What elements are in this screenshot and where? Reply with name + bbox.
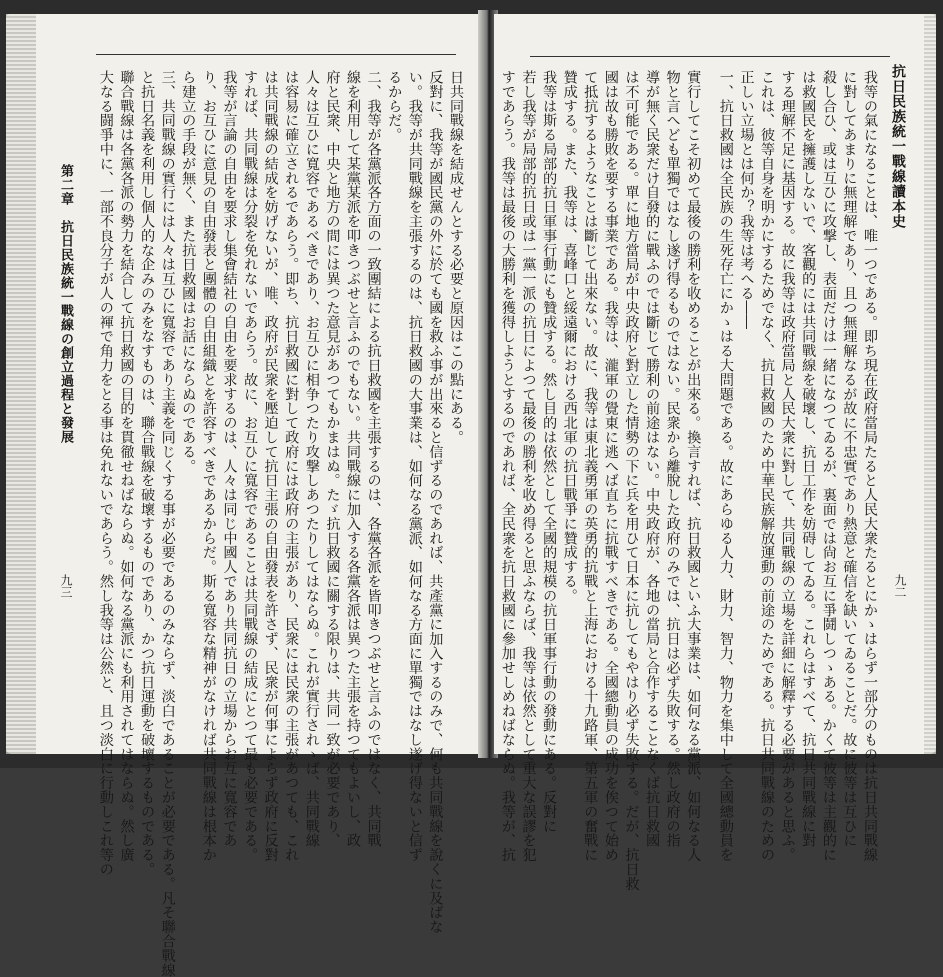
text-column: は共同戰線の結成を妨げないが、唯、政府が民衆を壓迫して抗日主張の自由發表を許さず、民衆が何事によらず政府に反對 (262, 70, 279, 862)
page-number-left: 九三 (59, 574, 73, 598)
text-column: 人々は互ひに寬容であるべきであり、お互ひに相争つたり攻撃しあつたりしてはならぬ。これが實行されゝば、共同戰線 (303, 70, 320, 848)
text-column: 我等は斯る局部的抗日軍事行動にも贊成する。然し目的は依然として全國的規模の抗日軍事行動の發動にある。反對に (541, 70, 558, 834)
text-column: 我等が言論の自由を要求し集會結社の自由を要求するのは、人々は同じ中國人であり共同抗日の立場からお互に寬容であ (221, 70, 238, 848)
text-column: ら建立の手段が無く、また抗日救國はお話にならぬのである。 (180, 70, 197, 474)
text-column: 大なる闘爭中に、一部不良分子が人の褌で角力をとる事は免れないであらう。然し我等は公然と、且つ淡白に行動しこれ等の (97, 70, 114, 877)
text-column: 國は故も勝敗を要する事業である。我等は、瀧軍の覺東に逃へば直ちに抗戰すべきである。全國總動員の成功を俟つて始め (602, 70, 619, 862)
text-column: り、お互ひに意見の自由發表と團體の自由組織とを許容すべきであるからだ。斯る寬容な精神がなければ共同戰線は根本か (200, 70, 217, 862)
book-title: 抗日民族統一戰線讀本史 (890, 64, 906, 229)
text-column: と抗日名義を利用し個人的な企みのみをなすものは、聯合戰線を破壞するものであり、かつ抗日運動を破壞するものである。 (139, 70, 156, 877)
left-page-body (90, 70, 466, 977)
text-column: 物と言へども單獨ではなし遂げ得るものではない。民衆から離脫した政府のみでは、抗日は必ず失敗する。然し政府の指 (664, 70, 681, 848)
text-column: 一、抗日救國は全民族の生死存亡にかゝはる大問題である。故にあらゆる人力、財力、智力、物力を集中して全國總動員を (717, 70, 734, 862)
text-column: 反對に、我等が國民黨の外に於ても國を救ふ事が出來ると信ずるのであれば、共產黨に加入するのみで、何も共同戰線を說くに及ばな (427, 70, 444, 934)
page-number-right: 九二 (893, 574, 907, 598)
right-page (494, 14, 936, 891)
text-column: 府と民衆、中央と地方の間には異つた意見があつてもかまはぬ。たゞ抗日救國に關する限りは、共同一致が必要であり、 (324, 70, 341, 848)
right-page-rule (530, 56, 890, 57)
left-page-edge (6, 14, 36, 754)
text-column: 我等の氣になることは、唯一つである。即ち現在政府當局たると人民大衆たるとにかゝはらず一部分のものは抗日共同戰線 (862, 70, 878, 862)
text-column: すであらう。我等は最後の大勝利を獲得しようとするのであれば、全民衆を抗日救國に參加せしめねばならぬ。我等が、抗 (499, 70, 516, 862)
text-column: 贊成する。また、我等は、喜峰口と綏遠爾における西北軍の抗日戰爭に贊成する。 (561, 70, 578, 603)
text-column: 實行してこそ初めて最後の勝利を收めることが出來る。換言すれば、抗日救國といふ大事業は、如何なる黨派、如何なる人 (685, 70, 702, 862)
text-column: 正しい立場とは何か？我等は考へる―― (738, 70, 755, 330)
left-page (6, 14, 482, 977)
text-column: は不可能である。單に地方當局が中央政府と對立した情勢の下に兵を用ひて日本に抗してもやはり必ず失敗する。だが、抗日救 (623, 70, 640, 891)
text-column: るからだ。 (386, 70, 403, 142)
text-column: 導が無く民衆だけ自發的に戰ふのでは斷じて勝利の前途はない。中央政府が、各地の當局と合作することなくば抗日救國 (644, 70, 661, 848)
text-column: 若し我等が局部的抗日或は一黨一派の抗日によつて最後の勝利を收め得ると思ふならば、我等は依然として重大な誤謬を犯 (520, 70, 537, 862)
right-page-body (499, 70, 880, 891)
text-column: 二、我等が各黨派各方面の一致團結による抗日救國を主張するのは、各黨各派を皆叩きつぶせと言ふのではなく、共同戰 (365, 70, 382, 848)
left-page-rule (96, 54, 456, 55)
text-column: い。我等が共同戰線を主張するのは、抗日救國の大事業は、如何なる黨派、如何なる方面に單獨ではなし遂げ得ないと信ず (406, 70, 423, 862)
text-column: 三、共同戰線の實行には人々は互ひに寬容であり主義を同じくする事が必要であるのみならず、淡白であることが必要である。凡そ聯合戰線 (159, 70, 176, 977)
right-page-edge (924, 14, 936, 754)
text-column: する理解不足に基因する。故に我等は政府當局と人民大衆に對して、共同戰線の立場を詳細に解釋する必要があると思ふ。 (779, 70, 796, 862)
text-column: 殺し合ひ、或は互ひに攻撃し、表面だけは一緒になつてゐるが、裏面では尙お互に爭鬪しつゝある。かくて彼等は主觀的に (820, 70, 837, 862)
text-column: は容易に確立されるであらう。即ち、抗日救國に對して政府には政府の主張があり、民衆には民衆の主張があつても、これ (283, 70, 300, 862)
text-column: は救國民を擁護しないで、客觀的には共同戰線を破壞し、抗日工作を妨碍してゐる。これらはすべて、抗日共同戰線に對 (800, 70, 817, 848)
text-column: て抵抗するようなことは斷じて出來ない。故に、我等は東北義勇軍の英勇的抗戰と上海における十九路軍、第五軍の奮戰に (582, 70, 599, 862)
text-column: 日共同戰線を結成せんとする必要と原因はこの點にある。 (448, 70, 464, 445)
text-column: 聯合戰線は各黨各派の勢力を結合して抗日救國の目的を貫徹せねばならぬ。如何なる黨派にも利用されてはならぬ。然し廣 (118, 70, 135, 862)
text-column: すれば、共同戰線は分裂を免れないであらう。故に、お互ひに寬容であることは共同戰線の結成にとつて最も必要である。 (242, 70, 259, 862)
chapter-title: 第二章 抗日民族統一戰線の創立過程と發展 (58, 164, 73, 444)
text-column: 線を利用して某黨某派を叩きつぶせと言ふのでもない。共同戰線に加入する各黨各派は異つた主張を持つてもよいし、政 (345, 70, 362, 848)
text-column: これは、彼等自身を明かにするためでなく、抗日救國のため中華民族解放運動の前途のためである。抗日共同戰線のための (759, 70, 776, 862)
text-column: に對してあまりに無理解であり、且つ無理解なるが故に不忠實であり熱意と確信を缺いてゐることだ。故に彼等は互ひに (841, 70, 858, 848)
